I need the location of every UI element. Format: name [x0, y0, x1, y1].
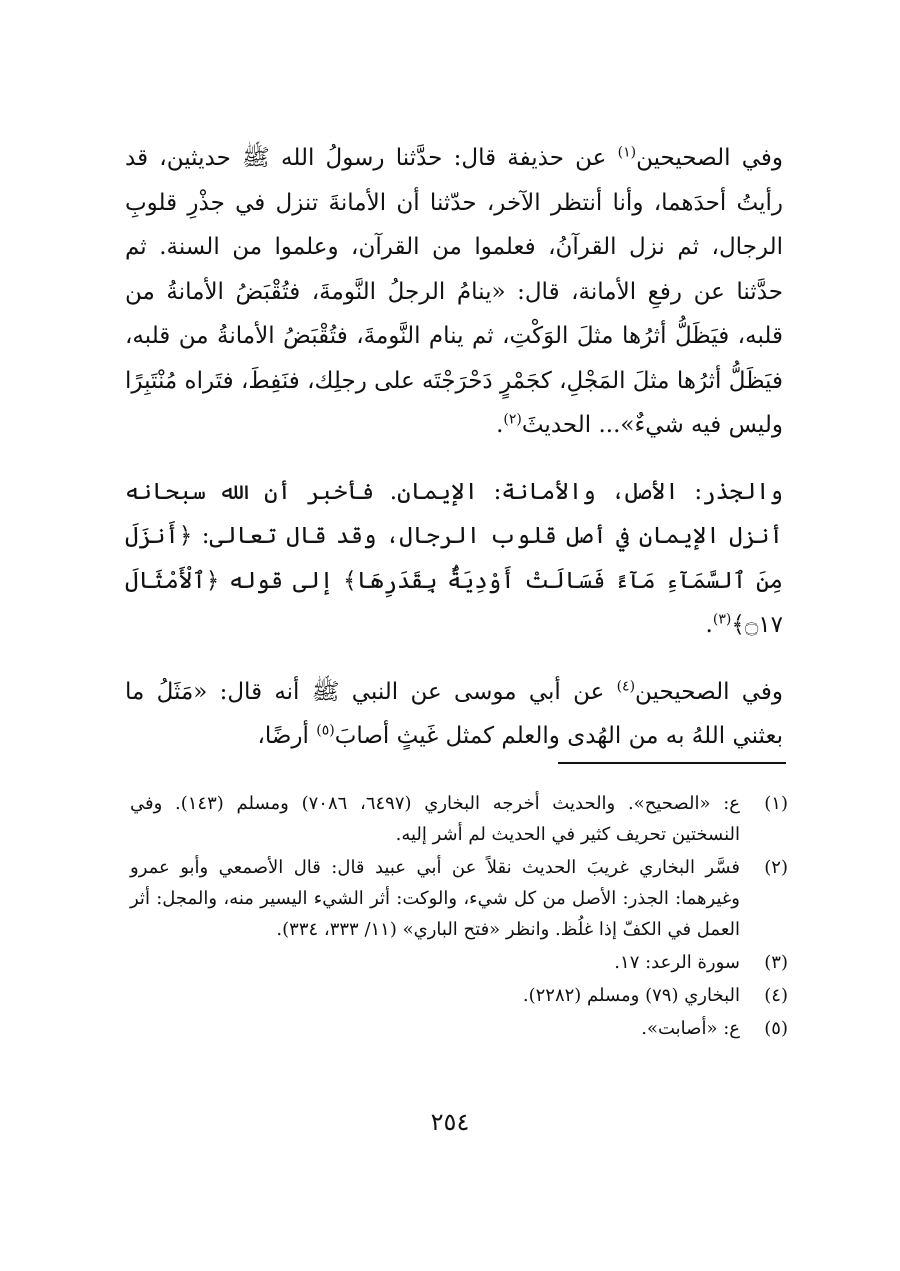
main-text [125, 136, 783, 759]
footnote-text: البخاري (٧٩) ومسلم (٢٢٨٢). [522, 985, 740, 1006]
footnote-number: (٢) [764, 857, 788, 878]
footnote-text: ع: «الصحيح». والحديث أخرجه البخاري (٦٤٩٧، ٧٠٨٦) ومسلم (١٤٣). وفي النسختين تحريف كثير في الحديث لم أشر إليه. [130, 793, 740, 845]
paragraph-1-text-b: عن حذيفة قال: حدَّثنا رسولُ الله ﷺ حديثين، قد رأيتُ أحدَهما، وأنا أنتظر الآخر، حدّثنا أن الأمانةَ تنزل في جذْرِ قلوبِ الرجال، ثم نزل القرآنُ، فعلموا من القرآن، وعلموا من السنة. ثم حدَّثنا عن رفعِ الأمانة، قال: «ينامُ الرجلُ النَّومةَ، فتُقْبَضُ الأمانةُ من قلبه، فيَظَلُّ أثرُها مثلَ الوَكْتِ، ثم ينام النَّومةَ، فتُقْبَضُ الأمانةُ من قلبه، فيَظَلُّ أثرُها مثلَ المَجْلِ، كجَمْرٍ دَحْرَجْتَه على رجلِك، فنَفِطَ، فتَراه مُنْتَبِرًا وليس فيه شيءٌ»... الحديثَ [125, 145, 783, 438]
paragraph-3 [125, 670, 783, 759]
footnote-number: (٥) [764, 1018, 788, 1039]
paragraph-2-text-b: . [705, 612, 713, 638]
paragraph-2-text-a: والجذر: الأصل، والأمانة: الإيمان. فأخبر أن الله سبحانه أنزل الإيمان في أصل قلوب الرجال، وقد قال تعالى: ﴿أَنزَلَ مِنَ ٱلسَّمَآءِ مَآءً فَسَالَتْ أَوْدِيَةٌۢ بِقَدَرِهَا﴾ إلى قوله ﴿ٱلْأَمْثَالَ ۝١٧﴾ [125, 478, 783, 638]
footnote-ref-4[interactable]: (٤) [616, 677, 636, 694]
footnote-text: فسَّر البخاري غريبَ الحديث نقلاً عن أبي عبيد قال: قال الأصمعي وأبو عمرو وغيرهما: الجذر: الأصل من كل شيء، والوكت: أثر الشيء اليسير منه، والمجل: أثر العمل في الكفّ إذا غلُظ. وانظر «فتح الباري» (١١/ ٣٣٣، ٣٣٤). [130, 857, 740, 940]
footnote-item [130, 852, 788, 945]
footnote-text: سورة الرعد: ١٧. [614, 952, 740, 973]
page-number: ٢٥٤ [430, 1108, 470, 1136]
footnote-number: (٣) [764, 952, 788, 973]
paragraph-1 [125, 136, 783, 448]
paragraph-3-text-b: عن أبي موسى عن النبي ﷺ أنه قال: «مَثَلُ ما بعثني اللهُ به من الهُدى والعلم كمثل غَيثٍ أصابَ [125, 678, 783, 749]
footnote-separator [558, 762, 786, 764]
footnote-number: (١) [764, 793, 788, 814]
paragraph-2 [125, 470, 783, 648]
paragraph-3-text-a: وفي الصحيحين [635, 678, 784, 705]
paragraph-3-text-c: أرضًا، [257, 723, 317, 749]
footnote-number: (٤) [764, 985, 788, 1006]
footnote-item [130, 1013, 788, 1044]
footnote-item [130, 788, 788, 850]
footnotes [130, 788, 788, 1046]
paragraph-1-text-c: . [496, 412, 504, 438]
paragraph-1-text-a: وفي الصحيحين [636, 145, 783, 171]
footnote-item [130, 947, 788, 978]
footnote-ref-2[interactable]: (٢) [503, 411, 522, 428]
footnote-text: ع: «أصابت». [641, 1018, 740, 1039]
footnote-item [130, 980, 788, 1011]
footnote-ref-3[interactable]: (٣) [712, 611, 732, 628]
footnote-ref-5[interactable]: (٥) [316, 722, 335, 739]
footnote-ref-1[interactable]: (١) [617, 144, 637, 161]
